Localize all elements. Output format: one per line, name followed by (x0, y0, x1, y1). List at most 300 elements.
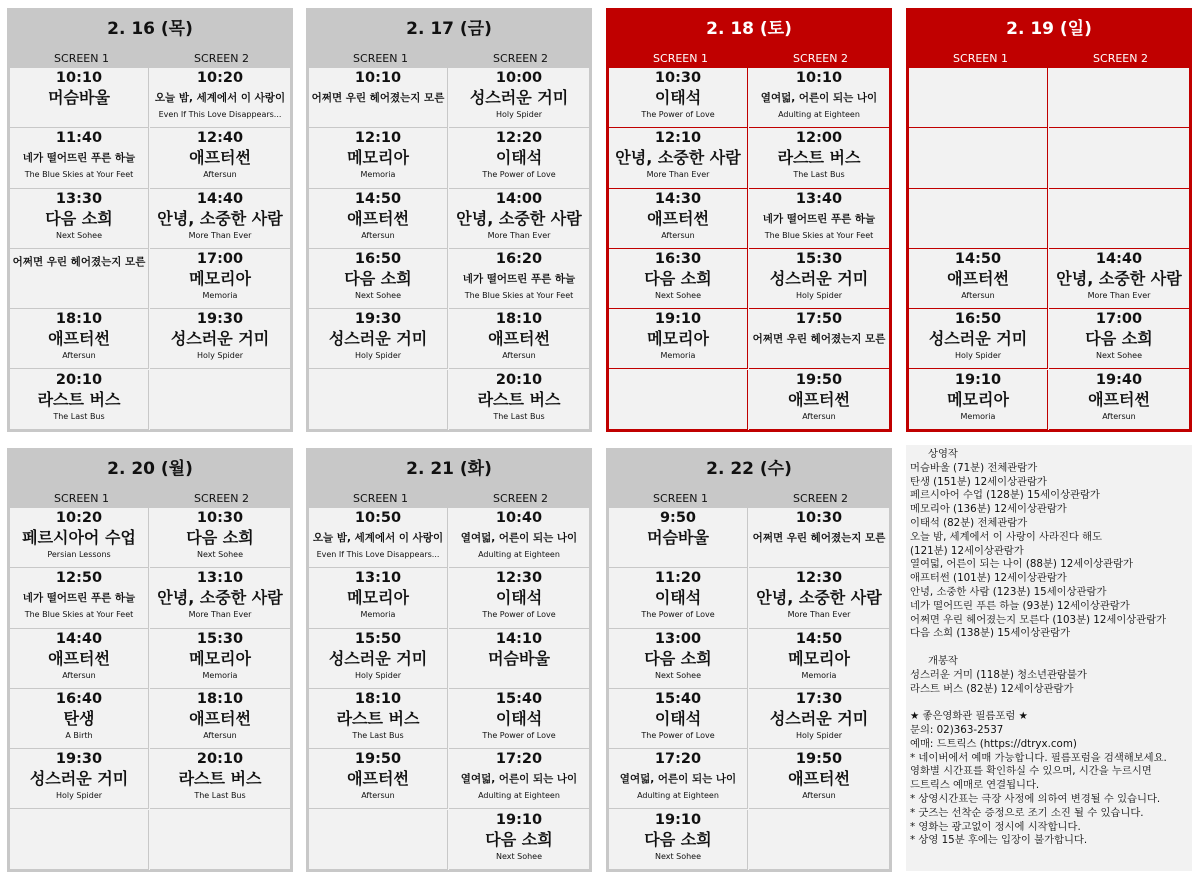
movie-title-en: Holy Spider (954, 351, 1002, 361)
movie-title-en: Holy Spider (55, 791, 103, 801)
showtime-time: 20:10 (196, 751, 244, 768)
movie-title-en: Aftersun (661, 230, 695, 240)
showtime-slot[interactable] (749, 68, 889, 128)
showtime-slot[interactable] (150, 249, 290, 309)
movie-title-en: Memoria (360, 170, 396, 180)
opening-list (910, 669, 1192, 697)
movie-title-en: The Power of Love (641, 610, 715, 620)
movie-title (10, 812, 148, 834)
movie-title: 탄생 (63, 708, 95, 728)
showtime-time: 19:30 (55, 751, 103, 768)
now-showing-item: 어쩌면 우린 헤어졌는지 모른다 (103분) 12세이상관람가 (910, 613, 1167, 626)
showtime-time: 12:40 (196, 130, 244, 147)
empty-slot (309, 810, 448, 870)
movie-title-en (909, 213, 1047, 225)
showtime-slot[interactable] (449, 568, 589, 628)
showtime-grid (609, 68, 889, 430)
movie-title-en: Aftersun (62, 670, 96, 680)
showtime-time: 19:50 (795, 371, 843, 388)
showtime-slot[interactable] (1049, 370, 1189, 430)
empty-slot (909, 189, 1048, 249)
movie-title (1049, 191, 1189, 213)
showtime-slot[interactable] (150, 749, 290, 809)
movie-title: 메모리아 (189, 648, 251, 668)
movie-title-en: The Blue Skies at Your Feet (24, 170, 134, 180)
showtime-slot[interactable] (609, 68, 748, 128)
movie-title: 다음 소희 (45, 208, 113, 228)
showtime-time: 19:10 (654, 311, 702, 328)
movie-title: 애프터썬 (189, 708, 251, 728)
showtime-slot[interactable] (609, 309, 748, 369)
movie-title: 열여덟, 어른이 되는 나이 (760, 92, 878, 104)
movie-title: 네가 떨어뜨린 푸른 하늘 (762, 212, 876, 225)
contact-line: * 상영 15분 후에는 입장이 불가합니다. (910, 834, 1088, 847)
showtime-time: 10:20 (55, 510, 103, 526)
movie-title-en: More Than Ever (646, 170, 710, 180)
movie-title: 열여덟, 어른이 되는 나이 (619, 773, 737, 786)
movie-title: 애프터썬 (647, 208, 709, 228)
movie-title: 라스트 버스 (336, 708, 420, 728)
showtime-slot[interactable] (449, 68, 589, 128)
showtime-slot[interactable] (909, 249, 1048, 309)
showtime-time: 19:10 (495, 811, 543, 828)
contact-line: 문의: 02)363-2537 (910, 723, 1004, 736)
showtime-time: 11:20 (654, 570, 702, 587)
now-showing-item: 머슴바울 (71분) 전체관람가 (910, 461, 1038, 474)
movie-title (150, 372, 290, 394)
day-schedule (306, 448, 592, 872)
movie-title-en (150, 394, 290, 406)
showtime-slot[interactable] (10, 370, 149, 430)
movie-title: 안녕, 소중한 사람 (157, 208, 283, 228)
movie-title-en (909, 92, 1047, 104)
showtime-slot[interactable] (309, 568, 448, 628)
showtime-slot[interactable] (150, 629, 290, 689)
showtime-slot[interactable] (749, 629, 889, 689)
showtime-time: 12:30 (795, 570, 843, 587)
showtime-time: 14:50 (954, 250, 1002, 267)
movie-title: 메모리아 (189, 268, 251, 288)
movie-title: 다음 소희 (644, 268, 712, 288)
showtime-slot[interactable] (1049, 309, 1189, 369)
movie-title: 안녕, 소중한 사람 (615, 148, 741, 168)
showtime-grid (309, 508, 589, 870)
showtime-slot[interactable] (449, 309, 589, 369)
empty-slot (10, 810, 149, 870)
day-schedule (906, 8, 1192, 432)
movie-title-en: Memoria (360, 610, 396, 620)
screen-label: SCREEN 2 (194, 52, 249, 65)
movie-title-en: More Than Ever (188, 610, 252, 620)
movie-title: 다음 소희 (485, 829, 553, 849)
movie-title-en (10, 834, 148, 846)
movie-title: 메모리아 (647, 329, 709, 349)
showtime-slot[interactable] (749, 749, 889, 809)
showtime-slot[interactable] (309, 508, 448, 568)
showtime-slot[interactable] (609, 568, 748, 628)
showtime-time: 18:10 (196, 690, 244, 707)
showtime-time: 15:50 (354, 630, 402, 647)
showtime-slot[interactable] (909, 309, 1048, 369)
showtime-time: 14:00 (495, 190, 543, 207)
showtime-time: 20:10 (55, 371, 103, 388)
movie-title-en: Aftersun (961, 290, 995, 300)
movie-title-en: Adulting at Eighteen (637, 791, 719, 801)
movie-title-en: Aftersun (62, 351, 96, 361)
movie-title-en (10, 109, 148, 121)
showtime-slot[interactable] (10, 68, 149, 128)
showtime-time: 11:40 (55, 130, 103, 147)
showtime-slot[interactable] (1049, 249, 1189, 309)
showtime-time: 19:30 (196, 311, 244, 328)
showtime-slot[interactable] (150, 309, 290, 369)
movie-title-en: The Blue Skies at Your Feet (24, 610, 134, 620)
movie-title-en: Persian Lessons (47, 550, 111, 559)
movie-title: 메모리아 (947, 389, 1009, 409)
showtime-grid (10, 68, 290, 430)
showtime-slot[interactable] (609, 749, 748, 809)
contact-line: * 상영시간표는 극장 사정에 의하여 변경될 수 있습니다. (910, 792, 1161, 805)
showtime-time: 10:30 (795, 510, 843, 526)
movie-title-en: More Than Ever (188, 230, 252, 240)
contact-line: 예매: 드트릭스 (https://dtryx.com) (910, 737, 1077, 750)
movie-title-en: Next Sohee (196, 550, 244, 559)
now-showing-item: 다음 소희 (138분) 15세이상관람가 (910, 627, 1071, 640)
screen-label: SCREEN 1 (653, 492, 708, 505)
movie-title (909, 130, 1047, 152)
movie-title-en: Next Sohee (1095, 351, 1143, 361)
movie-title: 메모리아 (788, 648, 850, 668)
showtime-slot[interactable] (609, 810, 748, 870)
movie-title: 애프터썬 (488, 329, 550, 349)
movie-title: 머슴바울 (488, 648, 550, 668)
movie-title: 네가 떨어뜨린 푸른 하늘 (22, 152, 136, 165)
movie-title-en: Memoria (960, 411, 996, 421)
movie-title-en: The Last Bus (194, 791, 246, 801)
now-showing-item: 이태석 (82분) 전체관람가 (910, 516, 1028, 529)
showtime-time: 19:40 (1095, 371, 1143, 388)
movie-title-en: Aftersun (203, 170, 237, 180)
showtime-time: 19:50 (354, 751, 402, 768)
showtime-time: 16:50 (954, 311, 1002, 328)
showtime-slot[interactable] (749, 689, 889, 749)
showtime-slot[interactable] (309, 189, 448, 249)
screen-label: SCREEN 2 (793, 492, 848, 505)
showtime-slot[interactable] (749, 568, 889, 628)
showtime-slot[interactable] (609, 249, 748, 309)
movie-title: 이태석 (654, 88, 702, 107)
movie-title: 머슴바울 (647, 528, 709, 547)
movie-title: 애프터썬 (347, 769, 409, 789)
showtime-slot[interactable] (10, 249, 149, 309)
screen-label: SCREEN 1 (653, 52, 708, 65)
now-showing-item: 페르시아어 수업 (128분) 15세이상관람가 (910, 489, 1100, 502)
movie-title: 네가 떨어뜨린 푸른 하늘 (462, 272, 576, 285)
showtime-grid (609, 508, 889, 870)
empty-slot (749, 810, 889, 870)
movie-title: 이태석 (495, 708, 543, 728)
movie-title-en (749, 834, 889, 846)
showtime-slot[interactable] (449, 249, 589, 309)
showtime-slot[interactable] (10, 629, 149, 689)
movie-title-en: More Than Ever (487, 230, 551, 240)
showtime-slot[interactable] (150, 189, 290, 249)
movie-title: 성스러운 거미 (928, 329, 1028, 349)
movie-title: 라스트 버스 (477, 389, 561, 409)
day-date: 2. 19 (일) (1006, 19, 1092, 39)
movie-title (749, 812, 889, 834)
movie-title: 열여덟, 어른이 되는 나이 (460, 773, 578, 786)
opening-item: 라스트 버스 (82분) 12세이상관람가 (910, 682, 1074, 695)
showtime-time: 16:20 (495, 250, 543, 267)
movie-title: 라스트 버스 (777, 148, 861, 168)
movie-title-en: The Last Bus (352, 730, 404, 740)
screen-label: SCREEN 2 (194, 492, 249, 505)
movie-title-en (749, 549, 889, 561)
day-date: 2. 18 (토) (706, 19, 792, 39)
movie-title: 다음 소희 (644, 648, 712, 668)
movie-title-en: Holy Spider (795, 730, 843, 740)
movie-title-en: Next Sohee (55, 230, 103, 240)
showtime-slot[interactable] (609, 128, 748, 188)
showtime-slot[interactable] (10, 689, 149, 749)
now-showing-item: 애프터썬 (101분) 12세이상관람가 (910, 572, 1067, 585)
showtime-slot[interactable] (309, 749, 448, 809)
contact-line: * 네이버에서 예매 가능합니다. 필름포럼을 검색해보세요. (910, 751, 1167, 764)
showtime-time: 17:30 (795, 690, 843, 707)
info-panel (906, 445, 1192, 871)
movie-title-en: The Power of Love (482, 170, 556, 180)
movie-title-en: More Than Ever (787, 610, 851, 620)
movie-title-en: Aftersun (802, 411, 836, 421)
showtime-time: 14:40 (196, 190, 244, 207)
screen-label: SCREEN 1 (54, 52, 109, 65)
movie-title-en: The Power of Love (482, 730, 556, 740)
day-date: 2. 22 (수) (706, 459, 792, 479)
movie-title-en: Adulting at Eighteen (478, 550, 560, 559)
showtime-slot[interactable] (10, 189, 149, 249)
showtime-slot[interactable] (609, 189, 748, 249)
movie-title-en: More Than Ever (1087, 290, 1151, 300)
showtime-time: 18:10 (495, 311, 543, 328)
movie-title-en (10, 273, 148, 285)
movie-title: 열여덟, 어른이 되는 나이 (460, 532, 578, 544)
screen-label: SCREEN 2 (493, 52, 548, 65)
movie-title: 애프터썬 (48, 648, 110, 668)
showtime-slot[interactable] (449, 810, 589, 870)
day-schedule (306, 8, 592, 432)
showtime-slot[interactable] (909, 370, 1048, 430)
movie-title-en: The Last Bus (793, 170, 845, 180)
movie-title: 이태석 (654, 588, 702, 608)
showtime-time: 14:50 (354, 190, 402, 207)
showtime-time: 10:30 (654, 70, 702, 86)
movie-title-en (609, 549, 747, 561)
showtime-time: 13:10 (196, 570, 244, 587)
movie-title: 어쩌면 우린 헤어졌는지 모른 (12, 255, 146, 268)
day-date: 2. 17 (금) (406, 19, 492, 39)
empty-slot (1049, 68, 1189, 128)
showtime-time: 14:40 (1095, 250, 1143, 267)
empty-slot (1049, 128, 1189, 188)
movie-title: 어쩌면 우린 헤어졌는지 모른 (752, 333, 886, 346)
showtime-time: 14:50 (795, 630, 843, 647)
showtime-slot[interactable] (609, 508, 748, 568)
movie-title-en: The Power of Love (641, 730, 715, 740)
now-showing-item: 열여덟, 어른이 되는 나이 (88분) 12세이상관람가 (910, 558, 1133, 571)
showtime-time: 13:00 (654, 630, 702, 647)
showtime-time: 13:40 (795, 190, 843, 207)
screen-label: SCREEN 2 (793, 52, 848, 65)
showtime-slot[interactable] (309, 68, 448, 128)
showtime-time: 10:10 (55, 70, 103, 86)
movie-title: 오늘 밤, 세계에서 이 사랑이 (312, 532, 444, 544)
showtime-slot[interactable] (10, 309, 149, 369)
movie-title (1049, 70, 1189, 92)
movie-title-en: Adulting at Eighteen (478, 791, 560, 801)
movie-title-en: Memoria (660, 351, 696, 361)
showtime-time: 15:40 (495, 690, 543, 707)
movie-title (309, 372, 447, 394)
movie-title-en: Holy Spider (495, 110, 543, 119)
showtime-slot[interactable] (309, 629, 448, 689)
movie-title-en: Aftersun (361, 230, 395, 240)
movie-title: 성스러운 거미 (328, 329, 428, 349)
showtime-slot[interactable] (150, 508, 290, 568)
showtime-slot[interactable] (749, 128, 889, 188)
movie-title-en (609, 394, 747, 406)
showtime-time: 16:50 (354, 250, 402, 267)
movie-title: 애프터썬 (347, 208, 409, 228)
movie-title: 다음 소희 (186, 528, 254, 547)
movie-title: 머슴바울 (48, 88, 110, 107)
showtime-slot[interactable] (609, 629, 748, 689)
movie-title-en: Holy Spider (354, 670, 402, 680)
day-date: 2. 20 (월) (107, 459, 193, 479)
screen-label: SCREEN 1 (353, 492, 408, 505)
day-schedule (7, 8, 293, 432)
movie-title-en: A Birth (65, 730, 93, 740)
showtime-slot[interactable] (749, 309, 889, 369)
day-schedule (606, 448, 892, 872)
showtime-time: 20:10 (495, 371, 543, 388)
showtime-slot[interactable] (749, 508, 889, 568)
movie-title: 성스러운 거미 (328, 648, 428, 668)
movie-title: 성스러운 거미 (469, 88, 569, 107)
showtime-slot[interactable] (10, 128, 149, 188)
showtime-slot[interactable] (449, 749, 589, 809)
showtime-slot[interactable] (309, 128, 448, 188)
showtime-time: 10:20 (196, 70, 244, 86)
showtime-time: 19:10 (654, 811, 702, 828)
movie-title-en: Aftersun (502, 351, 536, 361)
movie-title: 안녕, 소중한 사람 (1056, 268, 1182, 288)
movie-title: 성스러운 거미 (769, 268, 869, 288)
movie-title-en: Next Sohee (654, 670, 702, 680)
showtime-slot[interactable] (749, 249, 889, 309)
screen-label: SCREEN 1 (54, 492, 109, 505)
movie-title-en: The Blue Skies at Your Feet (764, 230, 874, 240)
showtime-time: 19:50 (795, 751, 843, 768)
showtime-time: 13:30 (55, 190, 103, 207)
movie-title-en: Aftersun (203, 730, 237, 740)
showtime-time: 12:20 (495, 130, 543, 147)
showtime-slot[interactable] (309, 689, 448, 749)
showtime-time: 10:00 (495, 70, 543, 86)
showtime-slot[interactable] (749, 370, 889, 430)
movie-title: 다음 소희 (644, 829, 712, 849)
opening-heading: 개봉작 (928, 654, 958, 667)
movie-title: 애프터썬 (48, 329, 110, 349)
movie-title: 이태석 (654, 708, 702, 728)
movie-title-en: Next Sohee (654, 851, 702, 861)
showtime-slot[interactable] (449, 128, 589, 188)
movie-title: 애프터썬 (1088, 389, 1150, 409)
movie-title-en (1049, 213, 1189, 225)
empty-slot (150, 810, 290, 870)
empty-slot (150, 370, 290, 430)
movie-title-en: Aftersun (802, 791, 836, 801)
showtime-slot[interactable] (449, 689, 589, 749)
screen-label: SCREEN 1 (953, 52, 1008, 65)
showtime-slot[interactable] (449, 508, 589, 568)
showtime-time: 10:10 (354, 70, 402, 86)
movie-title-en (309, 834, 447, 846)
movie-title-en (909, 152, 1047, 164)
showtime-time: 15:40 (654, 690, 702, 707)
showtime-slot[interactable] (609, 689, 748, 749)
movie-title: 오늘 밤, 세계에서 이 사랑이 (154, 92, 286, 104)
showtime-slot[interactable] (309, 309, 448, 369)
showtime-slot[interactable] (10, 508, 149, 568)
showtime-time: 9:50 (659, 510, 697, 526)
showtime-slot[interactable] (150, 128, 290, 188)
showtime-slot[interactable] (749, 189, 889, 249)
showtime-time: 19:30 (354, 311, 402, 328)
day-schedule (606, 8, 892, 432)
contact-list (910, 724, 1192, 848)
showtime-time: 10:10 (795, 70, 843, 86)
showtime-time: 14:10 (495, 630, 543, 647)
showtime-slot[interactable] (150, 68, 290, 128)
showtime-slot[interactable] (10, 568, 149, 628)
movie-title-en: Memoria (202, 670, 238, 680)
movie-title-en: Even If This Love Disappears... (316, 550, 440, 559)
day-date: 2. 16 (목) (107, 19, 193, 39)
showtime-slot[interactable] (150, 568, 290, 628)
showtime-time: 16:40 (55, 690, 103, 707)
now-showing-item: 안녕, 소중한 사람 (123분) 15세이상관람가 (910, 585, 1107, 598)
movie-title-en: Aftersun (1102, 411, 1136, 421)
showtime-time: 16:30 (654, 250, 702, 267)
showtime-slot[interactable] (449, 189, 589, 249)
showtime-slot[interactable] (10, 749, 149, 809)
showtime-time: 14:40 (55, 630, 103, 647)
now-showing-item: 탄생 (151분) 12세이상관람가 (910, 475, 1047, 488)
showtime-slot[interactable] (309, 249, 448, 309)
showtime-slot[interactable] (449, 629, 589, 689)
contact-line: 영화별 시간표를 확인하실 수 있으며, 시간을 누르시면 (910, 765, 1152, 778)
showtime-slot[interactable] (150, 689, 290, 749)
movie-title-en: The Blue Skies at Your Feet (464, 290, 574, 300)
showtime-slot[interactable] (449, 370, 589, 430)
movie-title-en (150, 834, 290, 846)
movie-title-en: Memoria (801, 670, 837, 680)
movie-title: 안녕, 소중한 사람 (456, 208, 582, 228)
theater-title: ★ 좋은영화관 필름포럼 ★ (910, 710, 1028, 723)
movie-title-en: The Last Bus (53, 411, 105, 421)
empty-slot (609, 370, 748, 430)
